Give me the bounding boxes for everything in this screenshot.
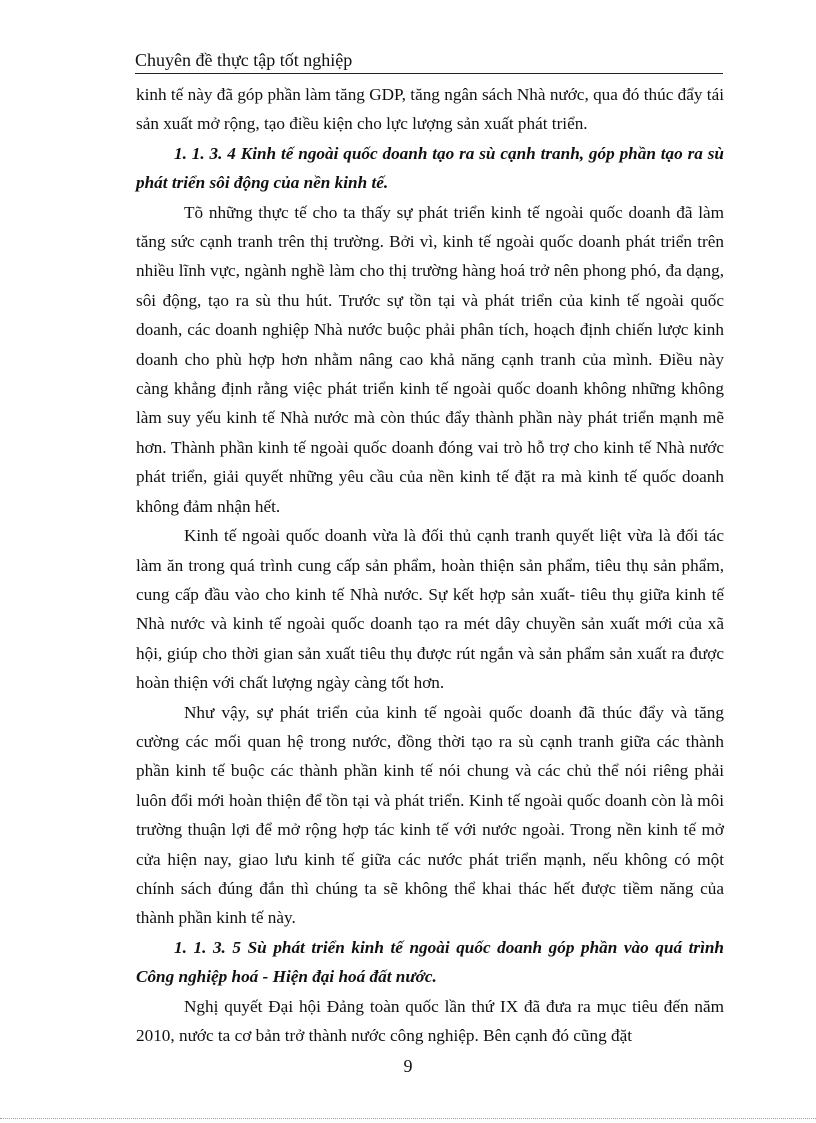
paragraph: Như vậy, sự phát triển của kinh tế ngoài quốc doanh đã thúc đẩy và tăng cường các mối quan hệ trong nước, đồng thời tạo ra sù cạnh tranh giữa các thành phần kinh tế buộc các thành phần kinh tế nói chung và các chủ thể nói riêng phải luôn đổi mới hoàn thiện để tồn tại và phát triển. Kinh tế ngoài quốc doanh còn là môi trường thuận lợi để mở rộng hợp tác kinh tế với nước ngoài. Trong nền kinh tế mở cửa hiện nay, giao lưu kinh tế giữa các nước phát triển mạnh, nếu không có một chính sách đúng đắn thì chúng ta sẽ không thể khai thác hết được tiềm năng của thành phần kinh tế này. (136, 702, 724, 928)
header-title: Chuyên đề thực tập tốt nghiệp (135, 50, 353, 70)
page-number: 9 (403, 1056, 413, 1076)
paragraph: Nghị quyết Đại hội Đảng toàn quốc lần thứ IX đã đưa ra mục tiêu đến năm 2010, nước ta cơ bản trở thành nước công nghiệp. Bên cạnh đó cũng đặt (136, 996, 724, 1045)
page-bottom-divider (0, 1118, 816, 1119)
section-heading-1-1-3-5: 1. 1. 3. 5 Sù phát triển kinh tế ngoài quốc doanh góp phần vào quá trình Công nghiệp hoá - Hiện đại hoá đất nước. (136, 937, 724, 987)
paragraph-continuation: kinh tế này đã góp phần làm tăng GDP, tăng ngân sách Nhà nước, qua đó thúc đẩy tái sản xuất mở rộng, tạo điều kiện cho lực lượng sản xuất phát triển. (136, 85, 724, 134)
paragraph: Tõ những thực tế cho ta thấy sự phát triển kinh tế ngoài quốc doanh đã làm tăng sức cạnh tranh trên thị trường. Bởi vì, kinh tế ngoài quốc doanh phát triển trên nhiều lĩnh vực, ngành nghề làm cho thị trường hàng hoá trở nên phong phó, đa dạng, sôi động, tạo ra sù thu hút. Trước sự tồn tại và phát triển của kinh tế ngoài quốc doanh, các doanh nghiệp Nhà nước buộc phải phân tích, hoạch định chiến lược kinh doanh cho phù hợp hơn nhằm nâng cao khả năng cạnh tranh của mình. Điều này càng khẳng định rằng việc phát triển kinh tế ngoài quốc doanh không những không làm suy yếu kinh tế Nhà nước mà còn thúc đẩy thành phần này phát triển mạnh mẽ hơn. Thành phần kinh tế ngoài quốc doanh đóng vai trò hỗ trợ cho kinh tế Nhà nước phát triển, giải quyết những yêu cầu của nền kinh tế đặt ra mà kinh tế quốc doanh không đảm nhận hết. (136, 202, 724, 516)
document-body (136, 80, 724, 1050)
section-heading-1-1-3-4: 1. 1. 3. 4 Kinh tế ngoài quốc doanh tạo ra sù cạnh tranh, góp phần tạo ra sù phát triển sôi động của nền kinh tế. (136, 143, 724, 193)
paragraph: Kinh tế ngoài quốc doanh vừa là đối thủ cạnh tranh quyết liệt vừa là đối tác làm ăn trong quá trình cung cấp sản phẩm, hoàn thiện sản phẩm, tiêu thụ sản phẩm, cung cấp đầu vào cho kinh tế Nhà nước. Sự kết hợp sản xuất- tiêu thụ giữa kinh tế Nhà nước và kinh tế ngoài quốc doanh tạo ra mét dây chuyền sản xuất mới của xã hội, giúp cho thời gian sản xuất tiêu thụ được rút ngắn và sản phẩm sản xuất ra được hoàn thiện với chất lượng ngày càng tốt hơn. (136, 526, 724, 693)
page-header (135, 49, 723, 74)
